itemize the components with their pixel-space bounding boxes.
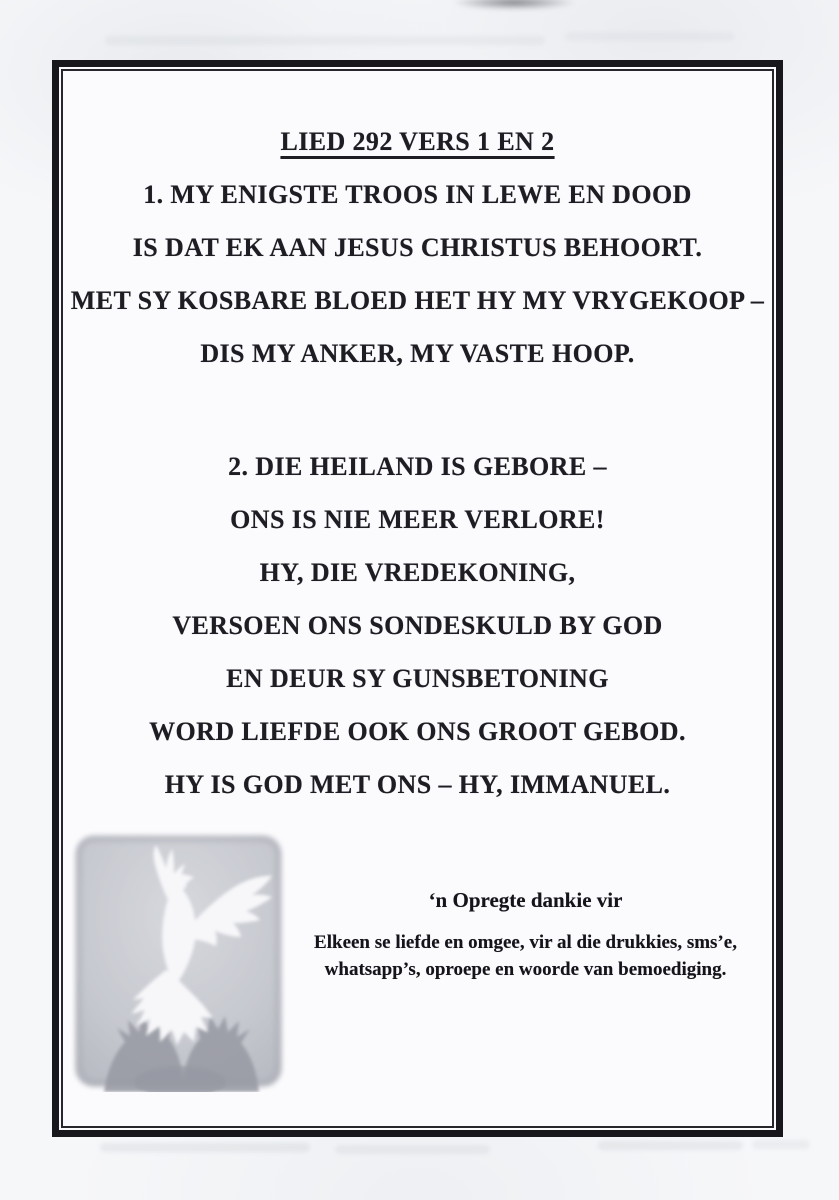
bleedthrough-ghost [335, 1145, 490, 1154]
thanks-line: whatsapp’s, oproepe en woorde van bemoediging. [324, 959, 727, 980]
dove-figure [70, 830, 287, 1092]
hymn-verse1-line: 1. MY ENIGSTE TROOS IN LEWE EN DOOD [143, 180, 692, 209]
thanks-lines [298, 929, 753, 983]
hymn-title-text: LIED 292 VERS 1 EN 2 [280, 127, 555, 156]
hymn-verse1-line: IS DAT EK AAN JESUS CHRISTUS BEHOORT. [132, 233, 703, 262]
hymn-verse2-line: WORD LIEFDE OOK ONS GROOT GEBOD. [149, 717, 686, 746]
hymn-verse1-line: DIS MY ANKER, MY VASTE HOOP. [200, 339, 635, 368]
verse-gap [63, 380, 772, 440]
bleedthrough-ghost [752, 1140, 810, 1149]
hymn-verse2-line: ONS IS NIE MEER VERLORE! [230, 505, 605, 534]
hymn-verse1-line: MET SY KOSBARE BLOED HET HY MY VRYGEKOOP – [70, 286, 765, 315]
hymn-verse2-line: EN DEUR SY GUNSBETONING [226, 664, 609, 693]
thanks-line: Elkeen se liefde en omgee, vir al die drukkies, sms’e, [314, 932, 737, 953]
bleedthrough-ghost [565, 32, 735, 41]
bleedthrough-ghost [598, 1141, 743, 1150]
dove-release-illustration [70, 830, 287, 1092]
hymn-block [63, 115, 772, 811]
bleedthrough-ghost [105, 36, 545, 45]
scan-smudge-top [452, 0, 576, 10]
hymn-verse2-line: 2. DIE HEILAND IS GEBORE – [228, 452, 607, 481]
hymn-title [63, 115, 772, 168]
hymn-verse2-line: HY IS GOD MET ONS – HY, IMMANUEL. [164, 770, 671, 799]
thank-you-note [298, 884, 753, 983]
thanks-intro: ‘n Opregte dankie vir [428, 888, 623, 912]
bleedthrough-ghost [100, 1143, 310, 1152]
hymn-verse2-line: VERSOEN ONS SONDESKULD BY GOD [172, 611, 663, 640]
hymn-verse2-line: HY, DIE VREDEKONING, [259, 558, 576, 587]
